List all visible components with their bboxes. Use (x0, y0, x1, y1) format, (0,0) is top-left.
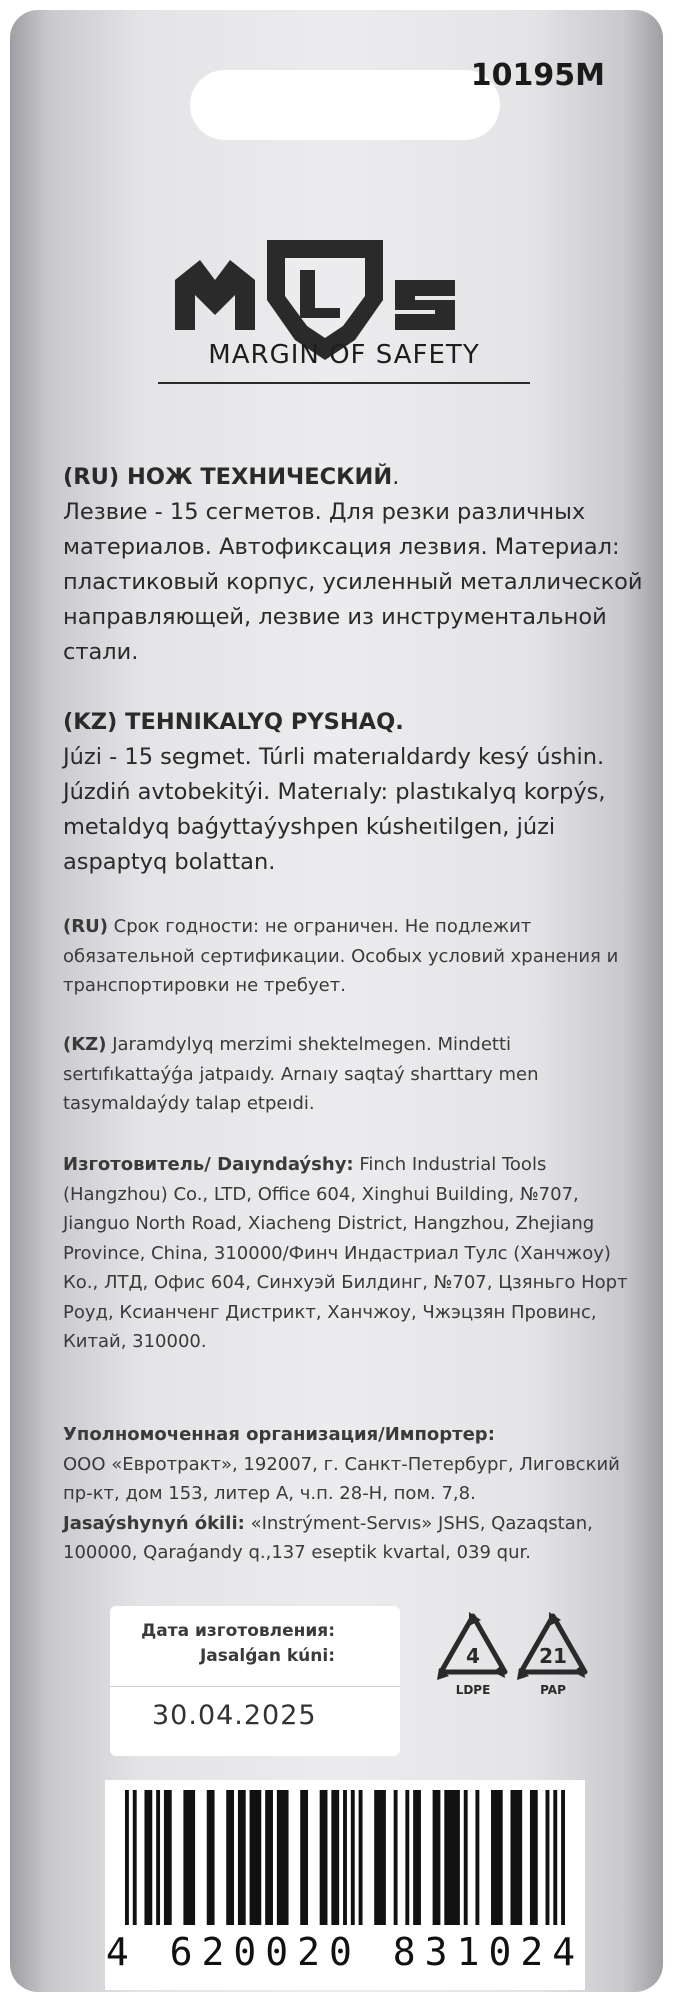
barcode-bars (125, 1790, 565, 1925)
kz-title: (KZ) TEHNIKALYQ PYSHAQ. (63, 709, 404, 735)
kz-body: Júzi - 15 segmet. Túrli materıaldardy kesý úshin. Júzdiń avtobekitýi. Materıaly: plastıkalyq korpýs, metaldyq baǵyttaýyshpen kúsheıtilgen, júzi aspaptyq bolattan. (63, 744, 606, 875)
barcode-bar (343, 1790, 347, 1925)
barcode-bar (277, 1790, 289, 1925)
barcode-bar (561, 1790, 565, 1925)
barcode-bar (320, 1790, 328, 1925)
date-label-kz: Jasalǵan kúni: (199, 1646, 335, 1666)
barcode-bar (226, 1790, 234, 1925)
brand-name: MARGIN OF SAFETY (208, 340, 480, 370)
recycle-code-ldpe: 4 (466, 1644, 480, 1668)
recycle-code-pap: 21 (539, 1644, 567, 1668)
barcode-bar (331, 1790, 339, 1925)
ru-storage (63, 912, 643, 1001)
hang-hole (190, 70, 500, 140)
ru-title: (RU) НОЖ ТЕХНИЧЕСКИЙ (63, 464, 393, 490)
barcode-bar (156, 1790, 160, 1925)
recycle-pap-icon (515, 1610, 591, 1710)
barcode-digits: 4 620020 831024 (105, 1930, 585, 1974)
barcode-bar (183, 1790, 195, 1925)
barcode-bar (265, 1790, 273, 1925)
barcode-bar (413, 1790, 421, 1925)
barcode-bar (491, 1790, 503, 1925)
importer-info (63, 1420, 643, 1568)
barcode-bar (510, 1790, 522, 1925)
recycle-ldpe-icon (435, 1610, 511, 1710)
ru-description (63, 460, 643, 670)
barcode-bar (351, 1790, 355, 1925)
date-value: 30.04.2025 (152, 1700, 317, 1731)
barcode-bar (133, 1790, 137, 1925)
brand-underline (158, 382, 530, 384)
barcode-bar (164, 1790, 172, 1925)
barcode-bar (359, 1790, 363, 1925)
barcode-bar (553, 1790, 557, 1925)
date-label-ru: Дата изготовления: (141, 1621, 335, 1641)
importer-text: ООО «Евротракт», 192007, г. Санкт-Петербург, Лиговский пр-кт, дом 153, литер А, ч.п. 28-Н, пом. 7,8. (63, 1453, 620, 1504)
kz-storage-tag: (KZ) (63, 1034, 107, 1055)
barcode-bar (374, 1790, 386, 1925)
date-divider (110, 1686, 400, 1687)
barcode-bar (394, 1790, 398, 1925)
importer-kz-label: Jasaýshynyń ókili: (63, 1512, 245, 1534)
product-card (10, 10, 663, 1992)
article-number: 10195M (470, 58, 605, 93)
barcode-bar (125, 1790, 129, 1925)
barcode-bar (250, 1790, 262, 1925)
barcode-bar (530, 1790, 538, 1925)
barcode-bar (464, 1790, 468, 1925)
ru-storage-tag: (RU) (63, 916, 108, 937)
kz-storage (63, 1030, 643, 1119)
kz-storage-text: Jaramdylyq merzimi shektelmegen. Mindetti sertıfıkattaýǵa jatpaıdy. Arnaıy saqtaý sharttary men tasymaldaýdy talap etpeıdi. (63, 1034, 539, 1114)
ru-storage-text: Срок годности: не ограничен. Не подлежит обязательной сертификации. Особых условий хранения и транспортировки не требует. (63, 916, 619, 996)
barcode-bar (144, 1790, 152, 1925)
barcode-bar (546, 1790, 550, 1925)
recycle-label-pap: PAP (540, 1683, 566, 1697)
manufacturer-info (63, 1150, 643, 1357)
barcode-bar (405, 1790, 409, 1925)
barcode-bar (433, 1790, 441, 1925)
importer-kz-text: «Instrýment-Servıs» JSHS, Qazaqstan, 100000, Qaraǵandy q.,137 eseptik kvartal, 039 qur. (63, 1512, 593, 1563)
recycle-label-ldpe: LDPE (455, 1683, 491, 1697)
manufacturer-text: Finch Industrial Tools (Hangzhou) Co., LTD, Office 604, Xinghui Building, №707, Jianguo North Road, Xiacheng District, Hangzhou, Zhejiang Province, China, 310000/Финч Индастриал Тулс (Ханчжоу) Ко., ЛТД, Офис 604, Синхуэй Билдинг, №707, Цзяньго Норт Роуд, Ксианченг Дистрикт, Ханчжоу, Чжэцзян Провинс, Китай, 310000. (63, 1154, 628, 1352)
manufacturer-label: Изготовитель/ Daıyndaýshy: (63, 1154, 354, 1175)
ru-title-tail: . (392, 464, 400, 490)
barcode-bar (475, 1790, 479, 1925)
importer-label: Уполномоченная организация/Импортер: (63, 1424, 495, 1445)
barcode (105, 1780, 585, 1990)
barcode-bar (238, 1790, 246, 1925)
date-box (110, 1606, 400, 1756)
barcode-bar (300, 1790, 308, 1925)
kz-description (63, 705, 643, 880)
ru-body: Лезвие - 15 сегметов. Для резки различных материалов. Автофиксация лезвия. Материал: пластиковый корпус, усиленный металлической направляющей, лезвие из инструментальной стали. (63, 499, 643, 665)
barcode-bar (444, 1790, 460, 1925)
barcode-bar (207, 1790, 215, 1925)
